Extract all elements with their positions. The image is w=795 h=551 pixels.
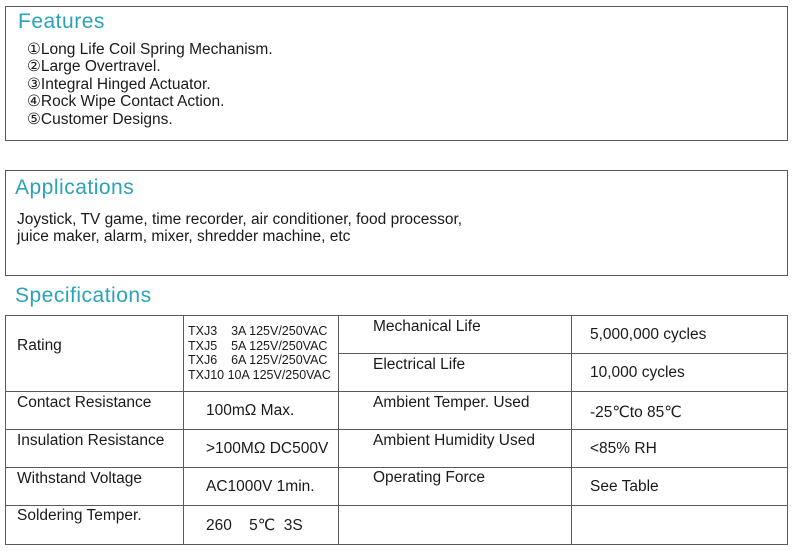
- rating-value: TXJ10 10A 125V/250VAC: [188, 368, 331, 382]
- ambient-temper-label: Ambient Temper. Used: [373, 394, 530, 411]
- contact-resistance-value: 100mΩ Max.: [206, 402, 295, 419]
- table-divider: [5, 467, 788, 468]
- features-title: Features: [18, 10, 105, 33]
- soldering-temper-value: 260 5℃ 3S: [206, 517, 303, 534]
- rating-value: TXJ6 6A 125V/250VAC: [188, 353, 328, 367]
- operating-force-value: See Table: [590, 478, 659, 495]
- ambient-humidity-label: Ambient Humidity Used: [373, 432, 535, 449]
- specifications-title: Specifications: [15, 284, 152, 307]
- withstand-voltage-value: AC1000V 1min.: [206, 478, 315, 495]
- table-divider: [183, 315, 184, 545]
- applications-title: Applications: [15, 176, 135, 199]
- rating-value: TXJ5 5A 125V/250VAC: [188, 339, 328, 353]
- feature-item: ⑤Customer Designs.: [27, 111, 173, 128]
- operating-force-label: Operating Force: [373, 469, 485, 486]
- feature-item: ③Integral Hinged Actuator.: [27, 76, 211, 93]
- withstand-voltage-label: Withstand Voltage: [17, 470, 142, 487]
- table-divider: [571, 315, 572, 545]
- rating-value: TXJ3 3A 125V/250VAC: [188, 324, 328, 338]
- feature-item: ②Large Overtravel.: [27, 58, 161, 75]
- mechanical-life-label: Mechanical Life: [373, 318, 481, 335]
- applications-text: juice maker, alarm, mixer, shredder machine, etc: [17, 228, 351, 245]
- electrical-life-label: Electrical Life: [373, 356, 466, 373]
- soldering-temper-label: Soldering Temper.: [17, 507, 142, 524]
- electrical-life-value: 10,000 cycles: [590, 364, 685, 381]
- table-divider: [5, 429, 788, 430]
- table-divider: [338, 353, 788, 354]
- feature-item: ①Long Life Coil Spring Mechanism.: [27, 41, 273, 58]
- contact-resistance-label: Contact Resistance: [17, 394, 152, 411]
- insulation-resistance-label: Insulation Resistance: [17, 432, 165, 449]
- applications-text: Joystick, TV game, time recorder, air conditioner, food processor,: [17, 211, 463, 228]
- table-divider: [5, 505, 788, 506]
- table-divider: [5, 391, 788, 392]
- insulation-resistance-value: >100MΩ DC500V: [206, 440, 329, 457]
- ambient-temper-value: -25℃to 85℃: [590, 404, 682, 421]
- mechanical-life-value: 5,000,000 cycles: [590, 326, 707, 343]
- ambient-humidity-value: <85% RH: [590, 440, 657, 457]
- table-divider: [338, 315, 339, 545]
- feature-item: ④Rock Wipe Contact Action.: [27, 93, 225, 110]
- rating-label: Rating: [17, 337, 62, 354]
